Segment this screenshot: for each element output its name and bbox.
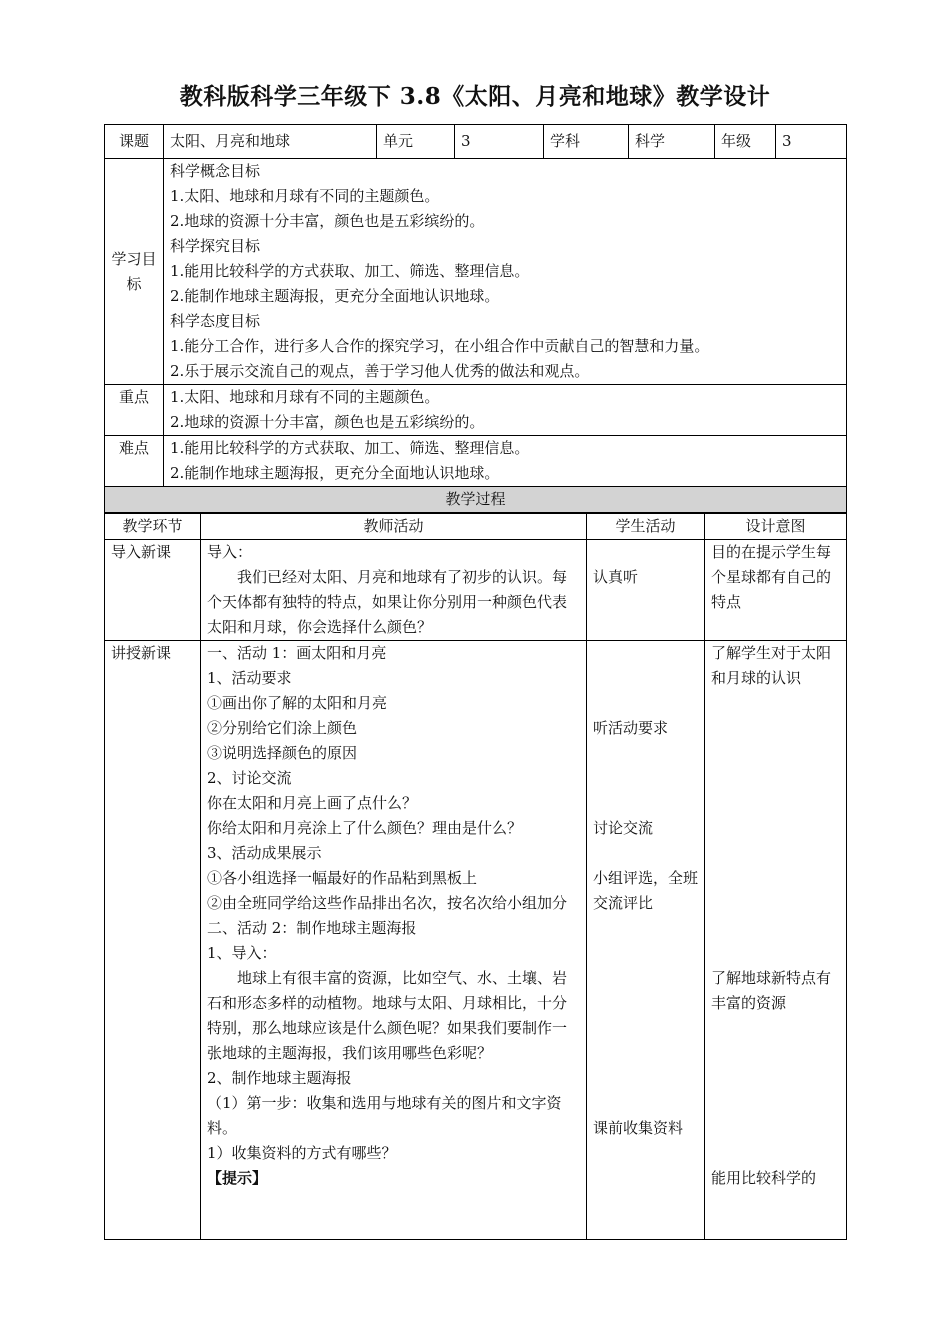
process-band	[105, 487, 847, 513]
teacher-line: 地球上有很丰富的资源，比如空气、水、土壤、岩石和形态多样的动植物。地球与太阳、月球相比，十分特别，那么地球应该是什么颜色呢？如果我们要制作一张地球的主题海报，我们该用哪些色彩呢？	[207, 969, 568, 1062]
teacher-line: ②由全班同学给这些作品排出名次，按名次给小组加分	[207, 894, 568, 912]
teacher-line: 二、活动 2：制作地球主题海报	[207, 919, 417, 937]
teacher-line: 你在太阳和月亮上画了点什么？	[207, 794, 418, 812]
process-table	[104, 513, 847, 1240]
student-line: 听活动要求	[593, 719, 669, 737]
goals-row	[105, 159, 847, 385]
info-table	[104, 124, 847, 513]
difficult-line: 2.能制作地球主题海报，更充分全面地认识地球。	[170, 464, 500, 482]
discipline-value: 科学	[629, 125, 715, 159]
teacher-line: ③说明选择颜色的原因	[207, 744, 358, 762]
teacher-line: ①画出你了解的太阳和月亮	[207, 694, 388, 712]
key-line: 2.地球的资源十分丰富，颜色也是五彩缤纷的。	[170, 413, 485, 431]
goals-line: 1.能用比较科学的方式获取、加工、筛选、整理信息。	[170, 262, 530, 280]
teacher-line: 1）收集资料的方式有哪些？	[207, 1144, 397, 1162]
teacher-line: 1、活动要求	[207, 669, 292, 687]
page-title: 教科版科学三年级下 3.8《太阳、月亮和地球》教学设计	[179, 83, 771, 110]
intro-intent: 目的在提示学生每个星球都有自己的特点	[705, 540, 847, 641]
intro-teacher-body: 我们已经对太阳、月亮和地球有了初步的认识。每个天体都有独特的特点，如果让你分别用一种颜色代表太阳和月球，你会选择什么颜色？	[207, 568, 568, 636]
teacher-line: ②分别给它们涂上颜色	[207, 719, 358, 737]
goals-line: 2.乐于展示交流自己的观点，善于学习他人优秀的做法和观点。	[170, 362, 590, 380]
grade-value: 3	[776, 125, 847, 159]
teacher-line: （1）第一步：收集和选用与地球有关的图片和文字资料。	[207, 1094, 562, 1137]
teacher-line: 3、活动成果展示	[207, 844, 322, 862]
difficult-content	[164, 436, 847, 487]
intent-line: 了解地球新特点有丰富的资源	[711, 969, 832, 1012]
teacher-line: ①各小组选择一幅最好的作品粘到黑板上	[207, 869, 478, 887]
discipline-label: 学科	[544, 125, 629, 159]
intent-line: 能用比较科学的	[711, 1169, 817, 1187]
teacher-line: 2、制作地球主题海报	[207, 1069, 352, 1087]
lecture-row	[105, 641, 847, 1240]
lecture-intent	[705, 641, 847, 1240]
student-line: 小组评选，全班交流评比	[593, 869, 699, 912]
goals-line: 1.能分工合作，进行多人合作的探究学习，在小组合作中贡献自己的智慧和力量。	[170, 337, 710, 355]
goals-line: 科学探究目标	[170, 237, 261, 255]
teacher-line: 2、讨论交流	[207, 769, 292, 787]
teacher-line: 【提示】	[207, 1169, 268, 1187]
teacher-line: 1、导入：	[207, 944, 277, 962]
teacher-line: 一、活动 1：画太阳和月亮	[207, 644, 387, 662]
goals-line: 1.太阳、地球和月球有不同的主题颜色。	[170, 187, 440, 205]
process-title: 教学过程	[105, 487, 847, 513]
unit-label: 单元	[377, 125, 455, 159]
key-line: 1.太阳、地球和月球有不同的主题颜色。	[170, 388, 440, 406]
header-stage: 教学环节	[105, 514, 201, 540]
teacher-line: 你给太阳和月亮涂上了什么颜色？理由是什么？	[207, 819, 523, 837]
process-header-row	[105, 514, 847, 540]
goals-line: 2.地球的资源十分丰富，颜色也是五彩缤纷的。	[170, 212, 485, 230]
difficult-line: 1.能用比较科学的方式获取、加工、筛选、整理信息。	[170, 439, 530, 457]
key-label: 重点	[105, 385, 164, 436]
intent-line: 了解学生对于太阳和月球的认识	[711, 644, 832, 687]
intro-row	[105, 540, 847, 641]
lecture-teacher	[201, 641, 587, 1240]
grade-label: 年级	[715, 125, 776, 159]
key-row	[105, 385, 847, 436]
subject-value: 太阳、月亮和地球	[164, 125, 377, 159]
header-teacher: 教师活动	[201, 514, 587, 540]
goals-content	[164, 159, 847, 385]
goals-line: 科学态度目标	[170, 312, 261, 330]
goals-line: 2.能制作地球主题海报，更充分全面地认识地球。	[170, 287, 500, 305]
difficult-label: 难点	[105, 436, 164, 487]
intro-teacher-head: 导入：	[207, 543, 253, 561]
student-line: 讨论交流	[593, 819, 654, 837]
header-intent: 设计意图	[705, 514, 847, 540]
student-line: 课前收集资料	[593, 1119, 684, 1137]
intro-student-text: 认真听	[593, 568, 639, 586]
lecture-stage: 讲授新课	[105, 641, 201, 1240]
key-content	[164, 385, 847, 436]
unit-value: 3	[455, 125, 544, 159]
goals-line: 科学概念目标	[170, 162, 261, 180]
lecture-student	[587, 641, 705, 1240]
intro-stage: 导入新课	[105, 540, 201, 641]
header-student: 学生活动	[587, 514, 705, 540]
difficult-row	[105, 436, 847, 487]
intro-student	[587, 540, 705, 641]
goals-label: 学习目标	[105, 159, 164, 385]
intro-teacher	[201, 540, 587, 641]
subject-label: 课题	[105, 125, 164, 159]
info-row	[105, 125, 847, 159]
